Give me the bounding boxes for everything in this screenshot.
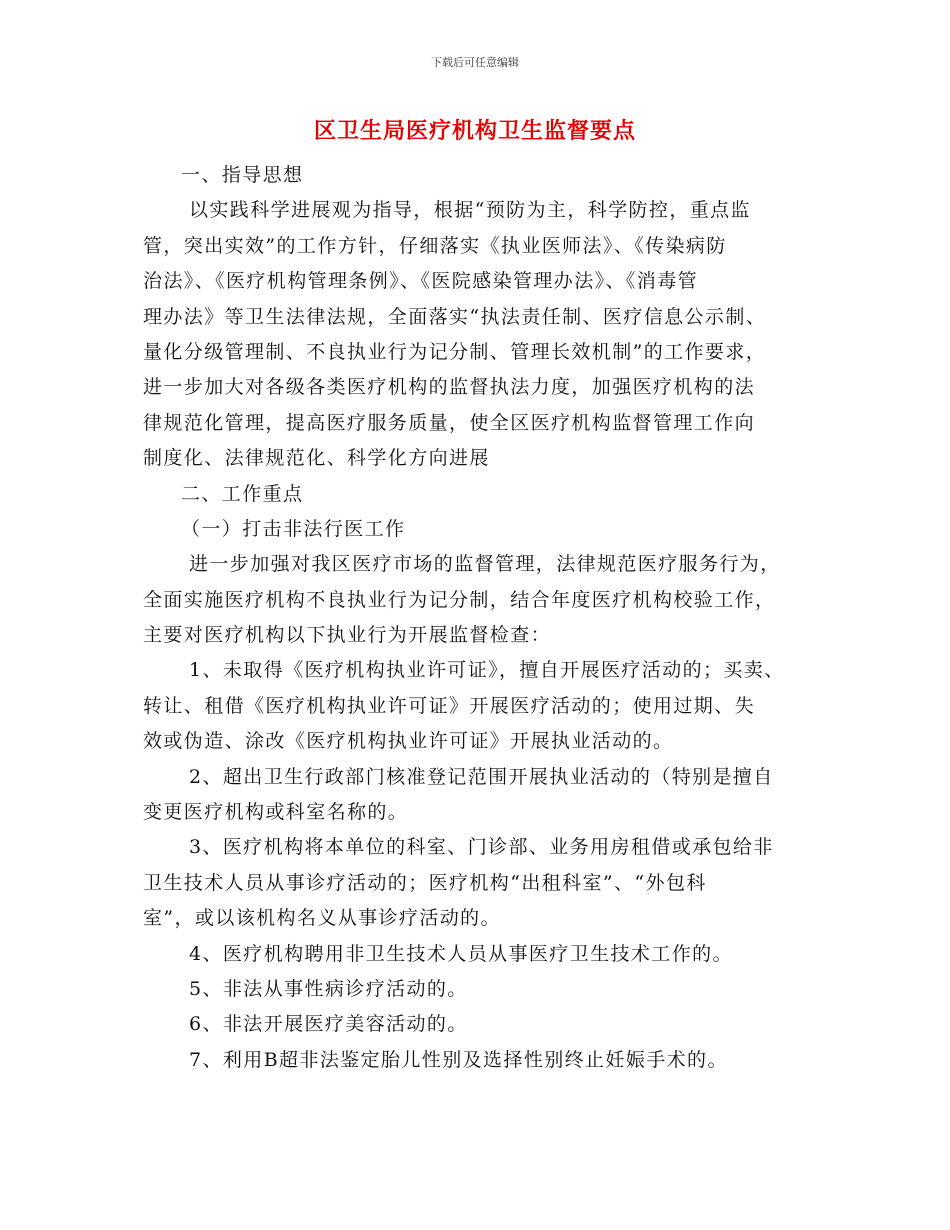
body-line: 3、医疗机构将本单位的科室、门诊部、业务用房租借或承包给非	[189, 836, 774, 859]
body-line: 全面实施医疗机构不良执业行为记分制，结合年度医疗机构校验工作，	[143, 588, 776, 611]
body-line: 一、指导思想	[181, 164, 304, 186]
body-line: 进一步加大对各级各类医疗机构的监督执法力度，加强医疗机构的法	[143, 376, 756, 399]
body-line: 效或伪造、涂改《医疗机构执业许可证》开展执业活动的。	[143, 730, 674, 753]
body-line: 室”，或以该机构名义从事诊疗活动的。	[143, 907, 501, 930]
body-line: 4、医疗机构聘用非卫生技术人员从事医疗卫生技术工作的。	[189, 942, 733, 965]
body-line: 二、工作重点	[181, 482, 304, 505]
body-line: 律规范化管理，提高医疗服务质量，使全区医疗机构监督管理工作向	[143, 411, 756, 434]
body-line: 管，突出实效”的工作方针，仔细落实《执业医师法》、《传染病防	[143, 234, 727, 257]
body-line: 以实践科学进展观为指导，根据“预防为主，科学防控，重点监	[189, 199, 751, 222]
body-line: 6、非法开展医疗美容活动的。	[189, 1013, 468, 1036]
body-line: 7、利用B超非法鉴定胎儿性别及选择性别终止妊娠手术的。	[189, 1048, 728, 1071]
body-line: 理办法》等卫生法律法规，全面落实“执法责任制、医疗信息公示制、	[143, 305, 767, 328]
page-header-note: 下载后可任意编辑	[431, 56, 519, 69]
body-line: 转让、租借《医疗机构执业许可证》开展医疗活动的；使用过期、失	[143, 694, 756, 717]
body-line: 1、未取得《医疗机构执业许可证》，擅自开展医疗活动的；买卖、	[189, 659, 785, 682]
body-line: 治法》、《医疗机构管理条例》、《医院感染管理办法》、《消毒管	[143, 270, 699, 293]
body-line: 卫生技术人员从事诊疗活动的；医疗机构“出租科室”、“外包科	[143, 871, 707, 894]
body-line: 5、非法从事性病诊疗活动的。	[189, 977, 468, 1000]
body-line: 2、超出卫生行政部门核准登记范围开展执业活动的（特别是擅自	[189, 765, 774, 788]
body-line: （一）打击非法行医工作	[181, 517, 406, 540]
body-line: 制度化、法律规范化、科学化方向进展	[143, 447, 490, 470]
body-line: 进一步加强对我区医疗市场的监督管理，法律规范医疗服务行为，	[189, 553, 781, 576]
body-line: 量化分级管理制、不良执业行为记分制、管理长效机制”的工作要求，	[143, 340, 767, 363]
body-line: 主要对医疗机构以下执业行为开展监督检查：	[143, 624, 552, 647]
document-title: 区卫生局医疗机构卫生监督要点	[313, 119, 636, 144]
document-body	[143, 158, 813, 1078]
body-line: 变更医疗机构或科室名称的。	[143, 801, 409, 824]
